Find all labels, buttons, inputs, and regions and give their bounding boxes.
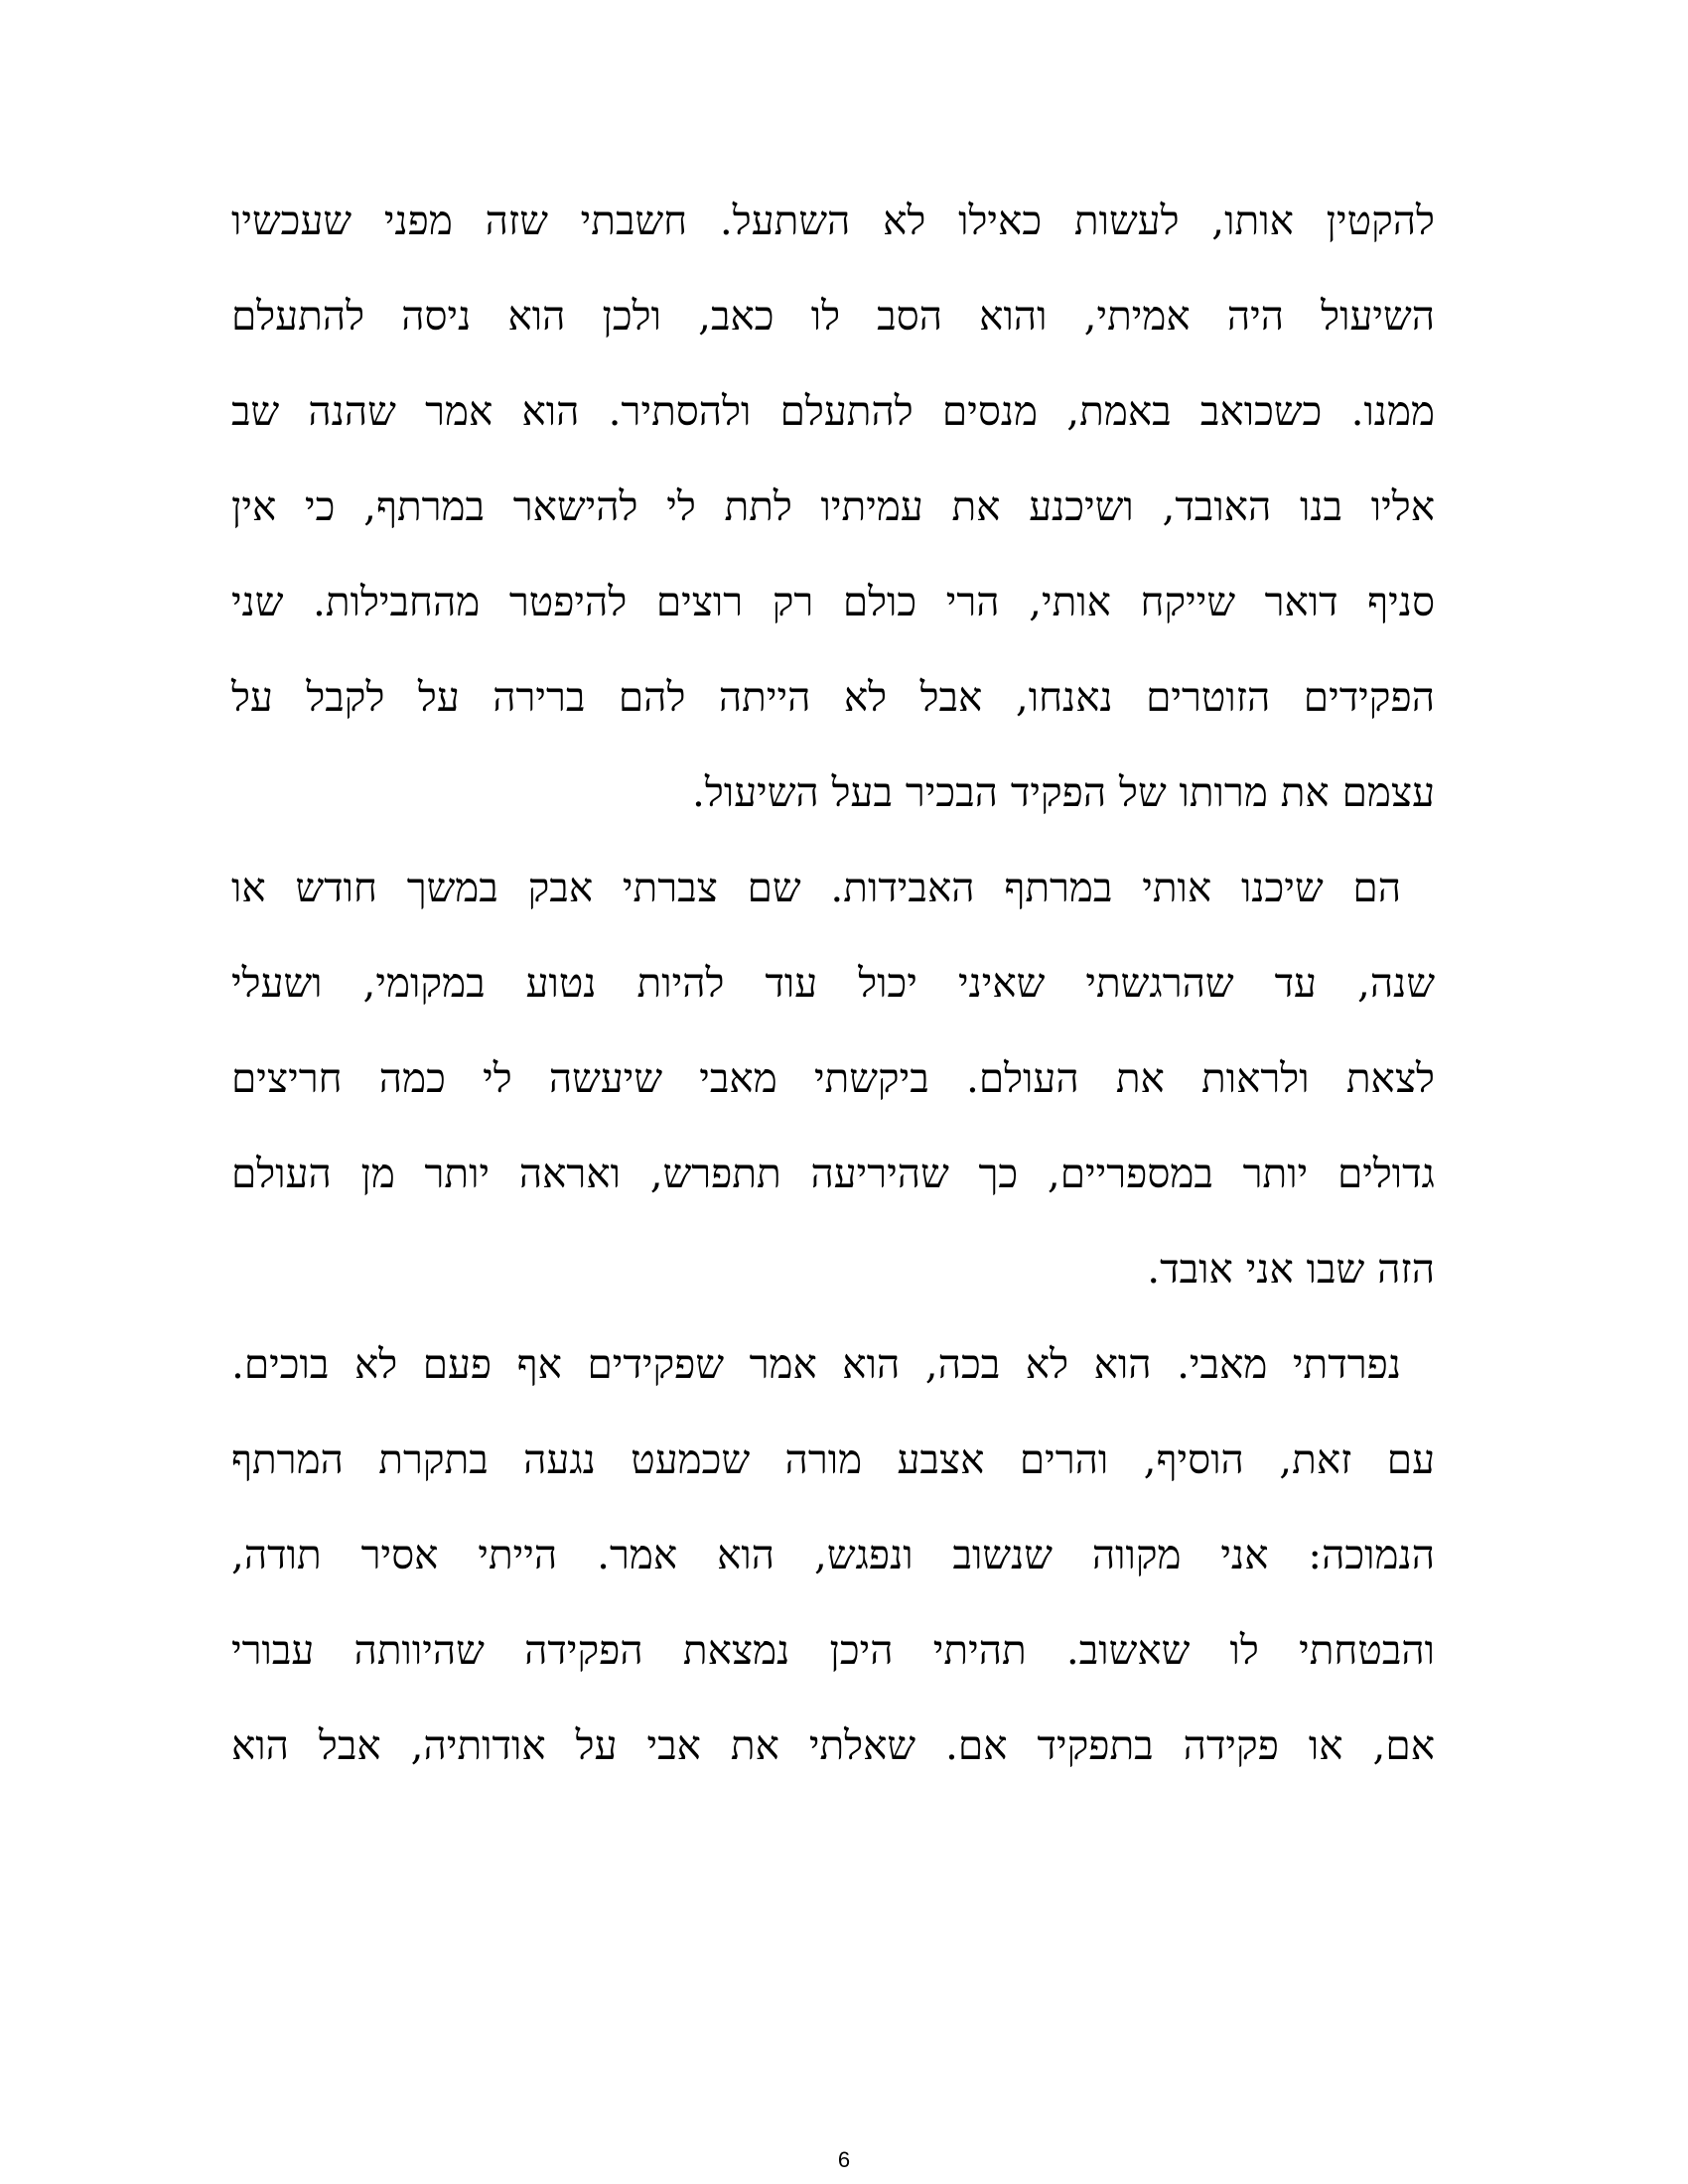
text-line: סניף דואר שייקח אותי, הרי כולם רק רוצים להיפטר מהחבילות. שני: [231, 578, 1435, 625]
text-line: הפקידים הזוטרים נאנחו, אבל לא הייתה להם ברירה על לקבל על: [231, 673, 1435, 721]
text-line: גדולים יותר במספריים, כך שהיריעה תתפרש, ואראה יותר מן העולם: [231, 1150, 1435, 1197]
text-line: אם, או פקידה בתפקיד אם. שאלתי את אבי על אודותיה, אבל הוא: [231, 1721, 1435, 1769]
text-line: נפרדתי מאבי. הוא לא בכה, הוא אמר שפקידים אף פעם לא בוכים.: [231, 1340, 1401, 1388]
text-line: עצמם את מרותו של הפקיד הבכיר בעל השיעול.: [692, 768, 1435, 816]
text-line: הנמוכה: אני מקווה שנשוב ונפגש, הוא אמר. הייתי אסיר תודה,: [231, 1531, 1435, 1578]
page-number: 6: [837, 2147, 851, 2172]
text-line: לצאת ולראות את העולם. ביקשתי מאבי שיעשה לי כמה חריצים: [231, 1054, 1435, 1102]
text-line: ממנו. כשכואב באמת, מנסים להתעלם ולהסתיר. הוא אמר שהנה שב: [231, 387, 1435, 435]
text-line: שנה, עד שהרגשתי שאיני יכול עוד להיות נטוע במקומי, ושעלי: [231, 959, 1435, 1007]
text-line: אליו בנו האובד, ושיכנע את עמיתיו לתת לי להישאר במרתף, כי אין: [231, 482, 1435, 530]
paragraph-3: [231, 1328, 1435, 1805]
text-line: והבטחתי לו שאשוב. תהיתי היכן נמצאת הפקידה שהיוותה עבורי: [231, 1626, 1435, 1674]
text-line: עם זאת, הוסיף, והרים אצבע מורה שכמעט נגעה בתקרת המרתף: [231, 1435, 1435, 1483]
body-text: [231, 185, 1435, 1805]
paragraph-1: [231, 185, 1435, 852]
text-line: להקטין אותו, לעשות כאילו לא השתעל. חשבתי שזה מפני שעכשיו: [231, 197, 1435, 244]
text-line: הזה שבו אני אובד.: [1147, 1245, 1435, 1293]
text-line: הם שיכנו אותי במרתף האבידות. שם צברתי אבק במשך חודש או: [231, 864, 1401, 911]
text-line: השיעול היה אמיתי, והוא הסב לו כאב, ולכן הוא ניסה להתעלם: [231, 292, 1435, 340]
paragraph-2: [231, 852, 1435, 1328]
